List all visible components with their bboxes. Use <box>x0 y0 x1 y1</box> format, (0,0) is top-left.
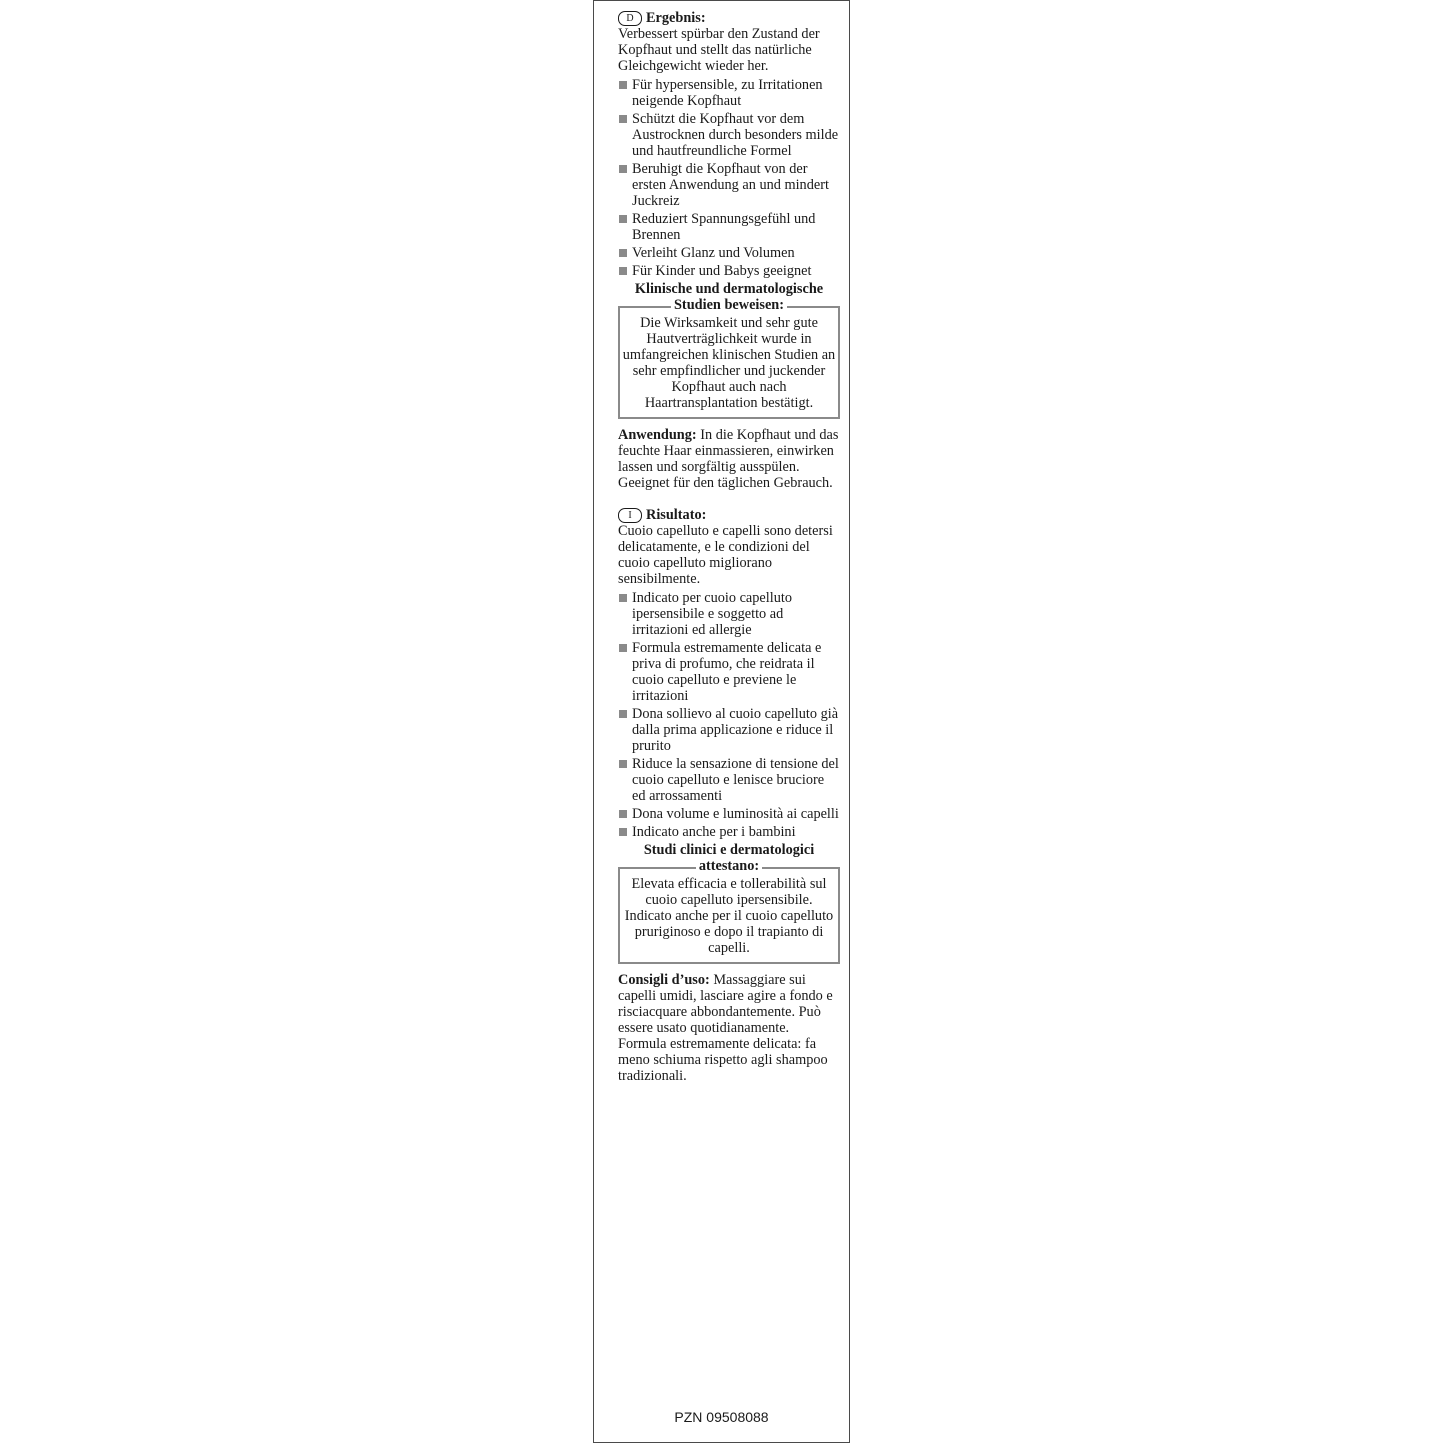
bullet-square-icon <box>619 115 627 123</box>
list-item <box>618 806 840 822</box>
benefit-list-it <box>618 590 840 840</box>
list-item <box>618 211 840 243</box>
studies-text-it: Elevata efficacia e tollerabilità sul cuoio capelluto ipersensibile. Indicato anche per il cuoio capelluto pruriginoso e dopo il trapianto di capelli. <box>624 876 834 956</box>
studies-title-line2-de: Studien beweisen: <box>671 297 787 313</box>
label-content <box>618 10 840 1084</box>
usage-text-de: In die Kopfhaut und das feuchte Haar einmassieren, einwirken lassen und sorgfältig ausspülen. Geeignet für den täglichen Gebrauch. <box>618 427 839 491</box>
usage-paragraph-de <box>618 427 840 491</box>
studies-box-de <box>618 306 840 419</box>
usage-label-it: Consigli d’uso: <box>618 972 710 988</box>
bullet-square-icon <box>619 760 627 768</box>
bullet-square-icon <box>619 644 627 652</box>
section-heading-de <box>618 10 840 26</box>
list-item-text: Indicato per cuoio capelluto ipersensibile e soggetto ad irritazioni ed allergie <box>632 590 792 638</box>
bullet-square-icon <box>619 594 627 602</box>
studies-box-it <box>618 867 840 964</box>
section-de <box>618 10 840 491</box>
list-item-text: Beruhigt die Kopfhaut von der ersten Anwendung an und mindert Juckreiz <box>632 161 829 209</box>
list-item <box>618 161 840 209</box>
list-item-text: Riduce la sensazione di tensione del cuoio capelluto e lenisce bruciore ed arrossamenti <box>632 756 839 804</box>
usage-text-it: Massaggiare sui capelli umidi, lasciare agire a fondo e risciacquare abbondantemente. Può essere usato quotidianamente. Formula estremamente delicata: fa meno schiuma rispetto agli shampoo tradizionali. <box>618 972 833 1084</box>
list-item <box>618 77 840 109</box>
bullet-square-icon <box>619 215 627 223</box>
list-item-text: Dona sollievo al cuoio capelluto già dalla prima applicazione e riduce il prurito <box>632 706 839 754</box>
list-item-text: Verleiht Glanz und Volumen <box>632 245 795 261</box>
list-item-text: Indicato anche per i bambini <box>632 824 796 840</box>
list-item-text: Für hypersensible, zu Irritationen neigende Kopfhaut <box>632 77 823 109</box>
list-item <box>618 590 840 638</box>
list-item <box>618 640 840 704</box>
list-item-text: Für Kinder und Babys geeignet <box>632 263 812 279</box>
list-item <box>618 824 840 840</box>
benefit-list-de <box>618 77 840 279</box>
bullet-square-icon <box>619 81 627 89</box>
bullet-square-icon <box>619 165 627 173</box>
bullet-square-icon <box>619 710 627 718</box>
usage-paragraph-it <box>618 972 840 1084</box>
language-badge-de: D <box>618 11 642 26</box>
list-item-text: Formula estremamente delicata e priva di profumo, che reidrata il cuoio capelluto e previene le irritazioni <box>632 640 822 704</box>
studies-title-line2-it: attestano: <box>696 858 762 874</box>
list-item <box>618 111 840 159</box>
bullet-square-icon <box>619 267 627 275</box>
heading-text-de: Ergebnis: <box>646 10 706 26</box>
list-item-text: Dona volume e luminosità ai capelli <box>632 806 839 822</box>
bullet-square-icon <box>619 249 627 257</box>
list-item <box>618 706 840 754</box>
product-label-panel <box>593 0 850 1443</box>
list-item <box>618 263 840 279</box>
list-item <box>618 245 840 261</box>
list-item-text: Schützt die Kopfhaut vor dem Austrocknen durch besonders milde und hautfreundliche Formel <box>632 111 839 159</box>
list-item <box>618 756 840 804</box>
list-item-text: Reduziert Spannungsgefühl und Brennen <box>632 211 816 243</box>
intro-text-it: Cuoio capelluto e capelli sono detersi delicatamente, e le condizioni del cuoio capelluto migliorano sensibilmente. <box>618 523 833 587</box>
studies-title-line1-it: Studi clinici e dermatologici <box>643 842 815 858</box>
intro-text-de: Verbessert spürbar den Zustand der Kopfhaut und stellt das natürliche Gleichgewicht wieder her. <box>618 26 820 74</box>
pzn-code: PZN 09508088 <box>674 1409 769 1425</box>
language-badge-it: I <box>618 508 642 523</box>
heading-text-it: Risultato: <box>646 507 707 523</box>
studies-text-de: Die Wirksamkeit und sehr gute Hautverträglichkeit wurde in umfangreichen klinischen Studien an sehr empfindlicher und juckender Kopfhaut auch nach Haartransplantation bestätigt. <box>622 315 836 411</box>
section-it <box>618 507 840 1084</box>
section-heading-it <box>618 507 840 523</box>
studies-title-line1-de: Klinische und dermatologische <box>634 281 824 297</box>
bullet-square-icon <box>619 810 627 818</box>
bullet-square-icon <box>619 828 627 836</box>
usage-label-de: Anwendung: <box>618 427 697 443</box>
